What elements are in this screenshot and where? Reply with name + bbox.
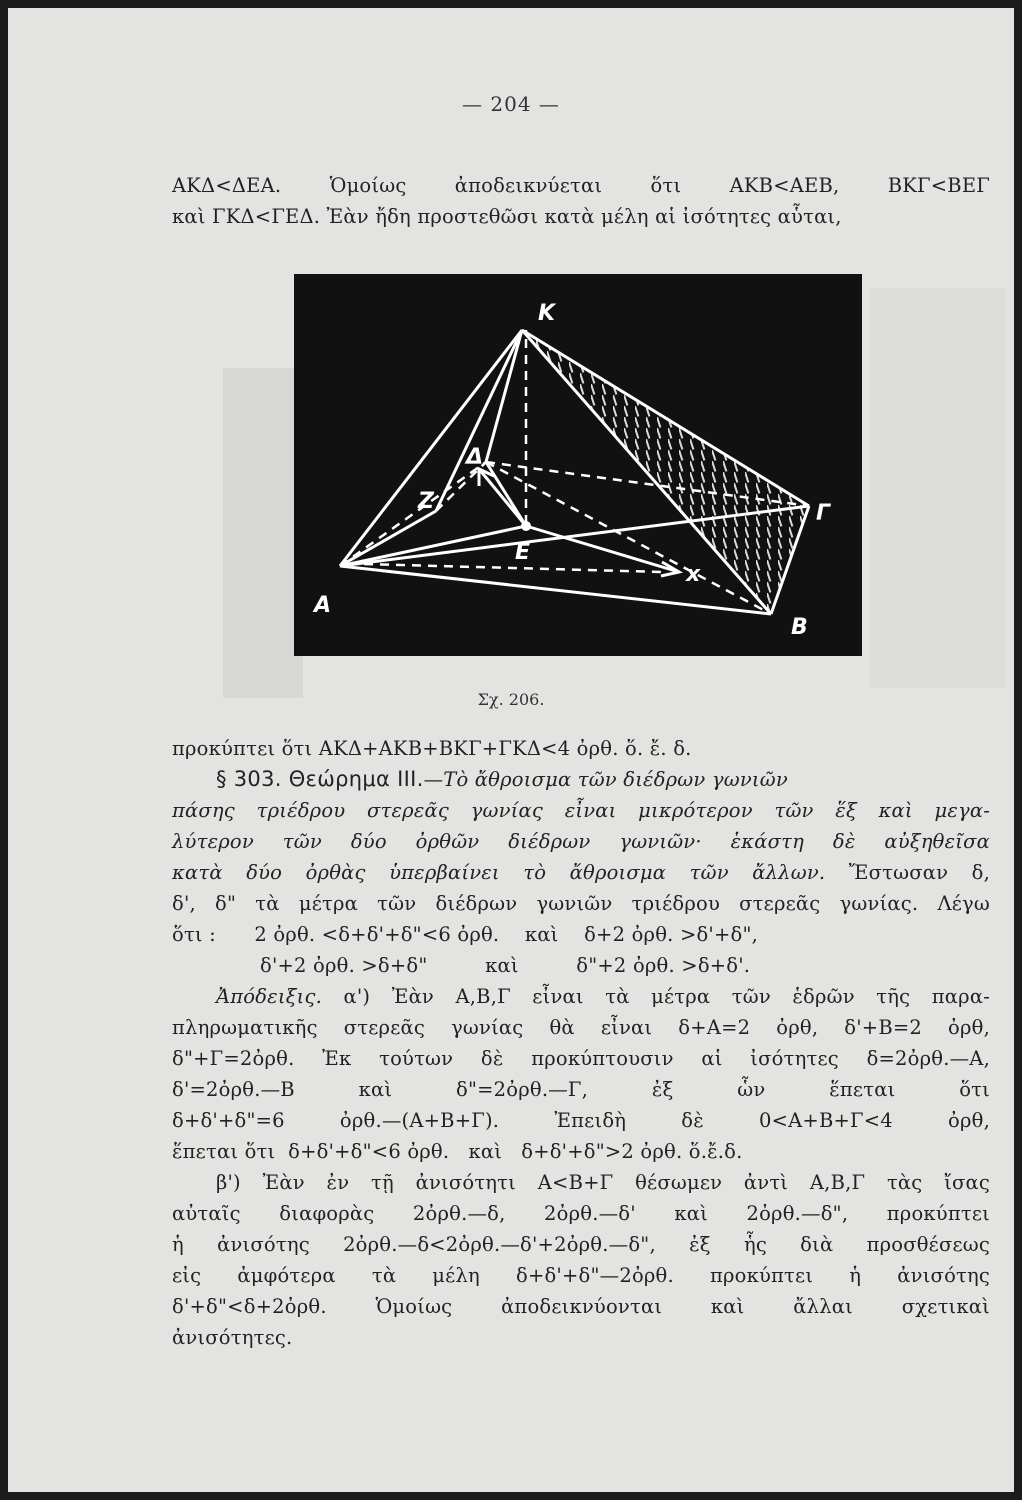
label-A: A: [314, 593, 332, 618]
bleed-through-left: [223, 368, 303, 698]
theorem-statement-4: κατὰ δύο ὀρθὰς ὑπερβαίνει τὸ ἄθροισμα τῶν ἄλλων.: [172, 861, 826, 884]
proof-line-4: δ'=2ὀρθ.—Β καὶ δ"=2ὀρθ.—Γ, ἐξ ὧν ἕπεται ὅτι: [172, 1078, 990, 1101]
proof-line-1: α') Ἐὰν Α,Β,Γ εἶναι τὰ μέτρα τῶν ἑδρῶν τῆς παρα-: [343, 985, 990, 1008]
proof-line-2: πληρωματικῆς στερεᾶς γωνίας θὰ εἶναι δ+Α=2 ὀρθ, δ'+Β=2 ὀρθ,: [172, 1016, 990, 1039]
label-Z: Z: [418, 489, 434, 514]
label-E: E: [515, 540, 531, 565]
bleed-through-right: [870, 288, 1005, 688]
result-line: προκύπτει ὅτι ΑΚΔ+ΑΚΒ+ΒΚΓ+ΓΚΔ<4 ὀρθ. ὅ. ἔ. δ.: [172, 737, 692, 760]
proof-line-3: δ"+Γ=2ὀρθ. Ἐκ τούτων δὲ προκύπτουσιν αἱ ἰσότητες δ=2ὀρθ.—Α,: [172, 1047, 990, 1070]
point-E: [521, 521, 531, 531]
theorem-statement-2: πάσης τριέδρου στερεᾶς γωνίας εἶναι μικρότερον τῶν ἕξ καὶ μεγα-: [172, 799, 990, 822]
theorem-statement-1: —Τὸ ἄθροισμα τῶν διέδρων γωνιῶν: [423, 768, 788, 791]
proof-line-9: ἡ ἀνισότης 2ὀρθ.—δ<2ὀρθ.—δ'+2ὀρθ.—δ", ἐξ ἧς διὰ προσθέσεως: [172, 1233, 990, 1256]
theorem-after-statement: Ἔστωσαν δ,: [848, 861, 990, 884]
theorem-line-3: δ'+2 ὀρθ. >δ+δ" καὶ δ"+2 ὀρθ. >δ+δ'.: [260, 954, 751, 977]
proof-line-6: ἕπεται ὅτι δ+δ'+δ"<6 ὀρθ. καὶ δ+δ'+δ">2 ὀρθ. ὅ.ἔ.δ.: [172, 1140, 743, 1163]
proof-line-10: εἰς ἀμφότερα τὰ μέλη δ+δ'+δ"—2ὀρθ. προκύπτει ἡ ἀνισότης: [172, 1264, 990, 1287]
pyramid-diagram: [294, 274, 862, 656]
figure-caption: Σχ. 206.: [477, 690, 545, 709]
top-paragraph: [172, 170, 990, 232]
theorem-first-line: [172, 764, 990, 795]
proof-line-5: δ+δ'+δ"=6 ὀρθ.—(Α+Β+Γ). Ἐπειδὴ δὲ 0<Α+Β+Γ<4 ὀρθ,: [172, 1109, 990, 1132]
theorem-line-2: ὅτι : 2 ὀρθ. <δ+δ'+δ"<6 ὀρθ. καὶ δ+2 ὀρθ. >δ'+δ",: [172, 923, 759, 946]
theorem-statement-3: λύτερον τῶν δύο ὀρθῶν διέδρων γωνιῶν· ἑκάστη δὲ αὐξηθεῖσα: [172, 830, 990, 853]
theorem-heading: § 303. Θεώρημα III.: [216, 767, 424, 791]
figure-pyramid: [294, 274, 862, 656]
proof-line-8: αὐταῖς διαφορὰς 2ὀρθ.—δ, 2ὀρθ.—δ' καὶ 2ὀρθ.—δ", προκύπτει: [172, 1202, 990, 1225]
label-K: K: [538, 301, 556, 326]
label-x: x: [686, 562, 701, 587]
proof-line-11: δ'+δ"<δ+2ὀρθ. Ὁμοίως ἀποδεικνύονται καὶ ἄλλαι σχετικαὶ: [172, 1295, 990, 1318]
label-D: Δ: [466, 445, 484, 470]
label-B: B: [791, 615, 808, 640]
theorem-statement-4-line: [172, 857, 990, 888]
top-line-1: ΑΚΔ<ΔΕΑ. Ὁμοίως ἀποδεικνύεται ὅτι ΑΚΒ<ΑΕΒ, ΒΚΓ<ΒΕΓ: [172, 174, 990, 197]
body-text: [172, 733, 990, 1353]
hatched-face-KBG: [522, 330, 809, 614]
theorem-line-1: δ', δ" τὰ μέτρα τῶν διέδρων γωνιῶν τριέδρου στερεᾶς γωνίας. Λέγω: [172, 892, 990, 915]
proof-first-line: [172, 981, 990, 1012]
proof-line-7: β') Ἐὰν ἐν τῇ ἀνισότητι Α<Β+Γ θέσωμεν ἀντὶ Α,Β,Γ τὰς ἴσας: [216, 1171, 990, 1194]
top-line-2: καὶ ΓΚΔ<ΓΕΔ. Ἐὰν ἤδη προστεθῶσι κατὰ μέλη αἱ ἰσότητες αὗται,: [172, 205, 842, 228]
label-G: Γ: [816, 501, 831, 526]
page-number: — 204 —: [462, 92, 560, 116]
proof-line-12: ἀνισότητες.: [172, 1326, 293, 1349]
proof-label: Ἀπόδειξις.: [216, 985, 322, 1008]
